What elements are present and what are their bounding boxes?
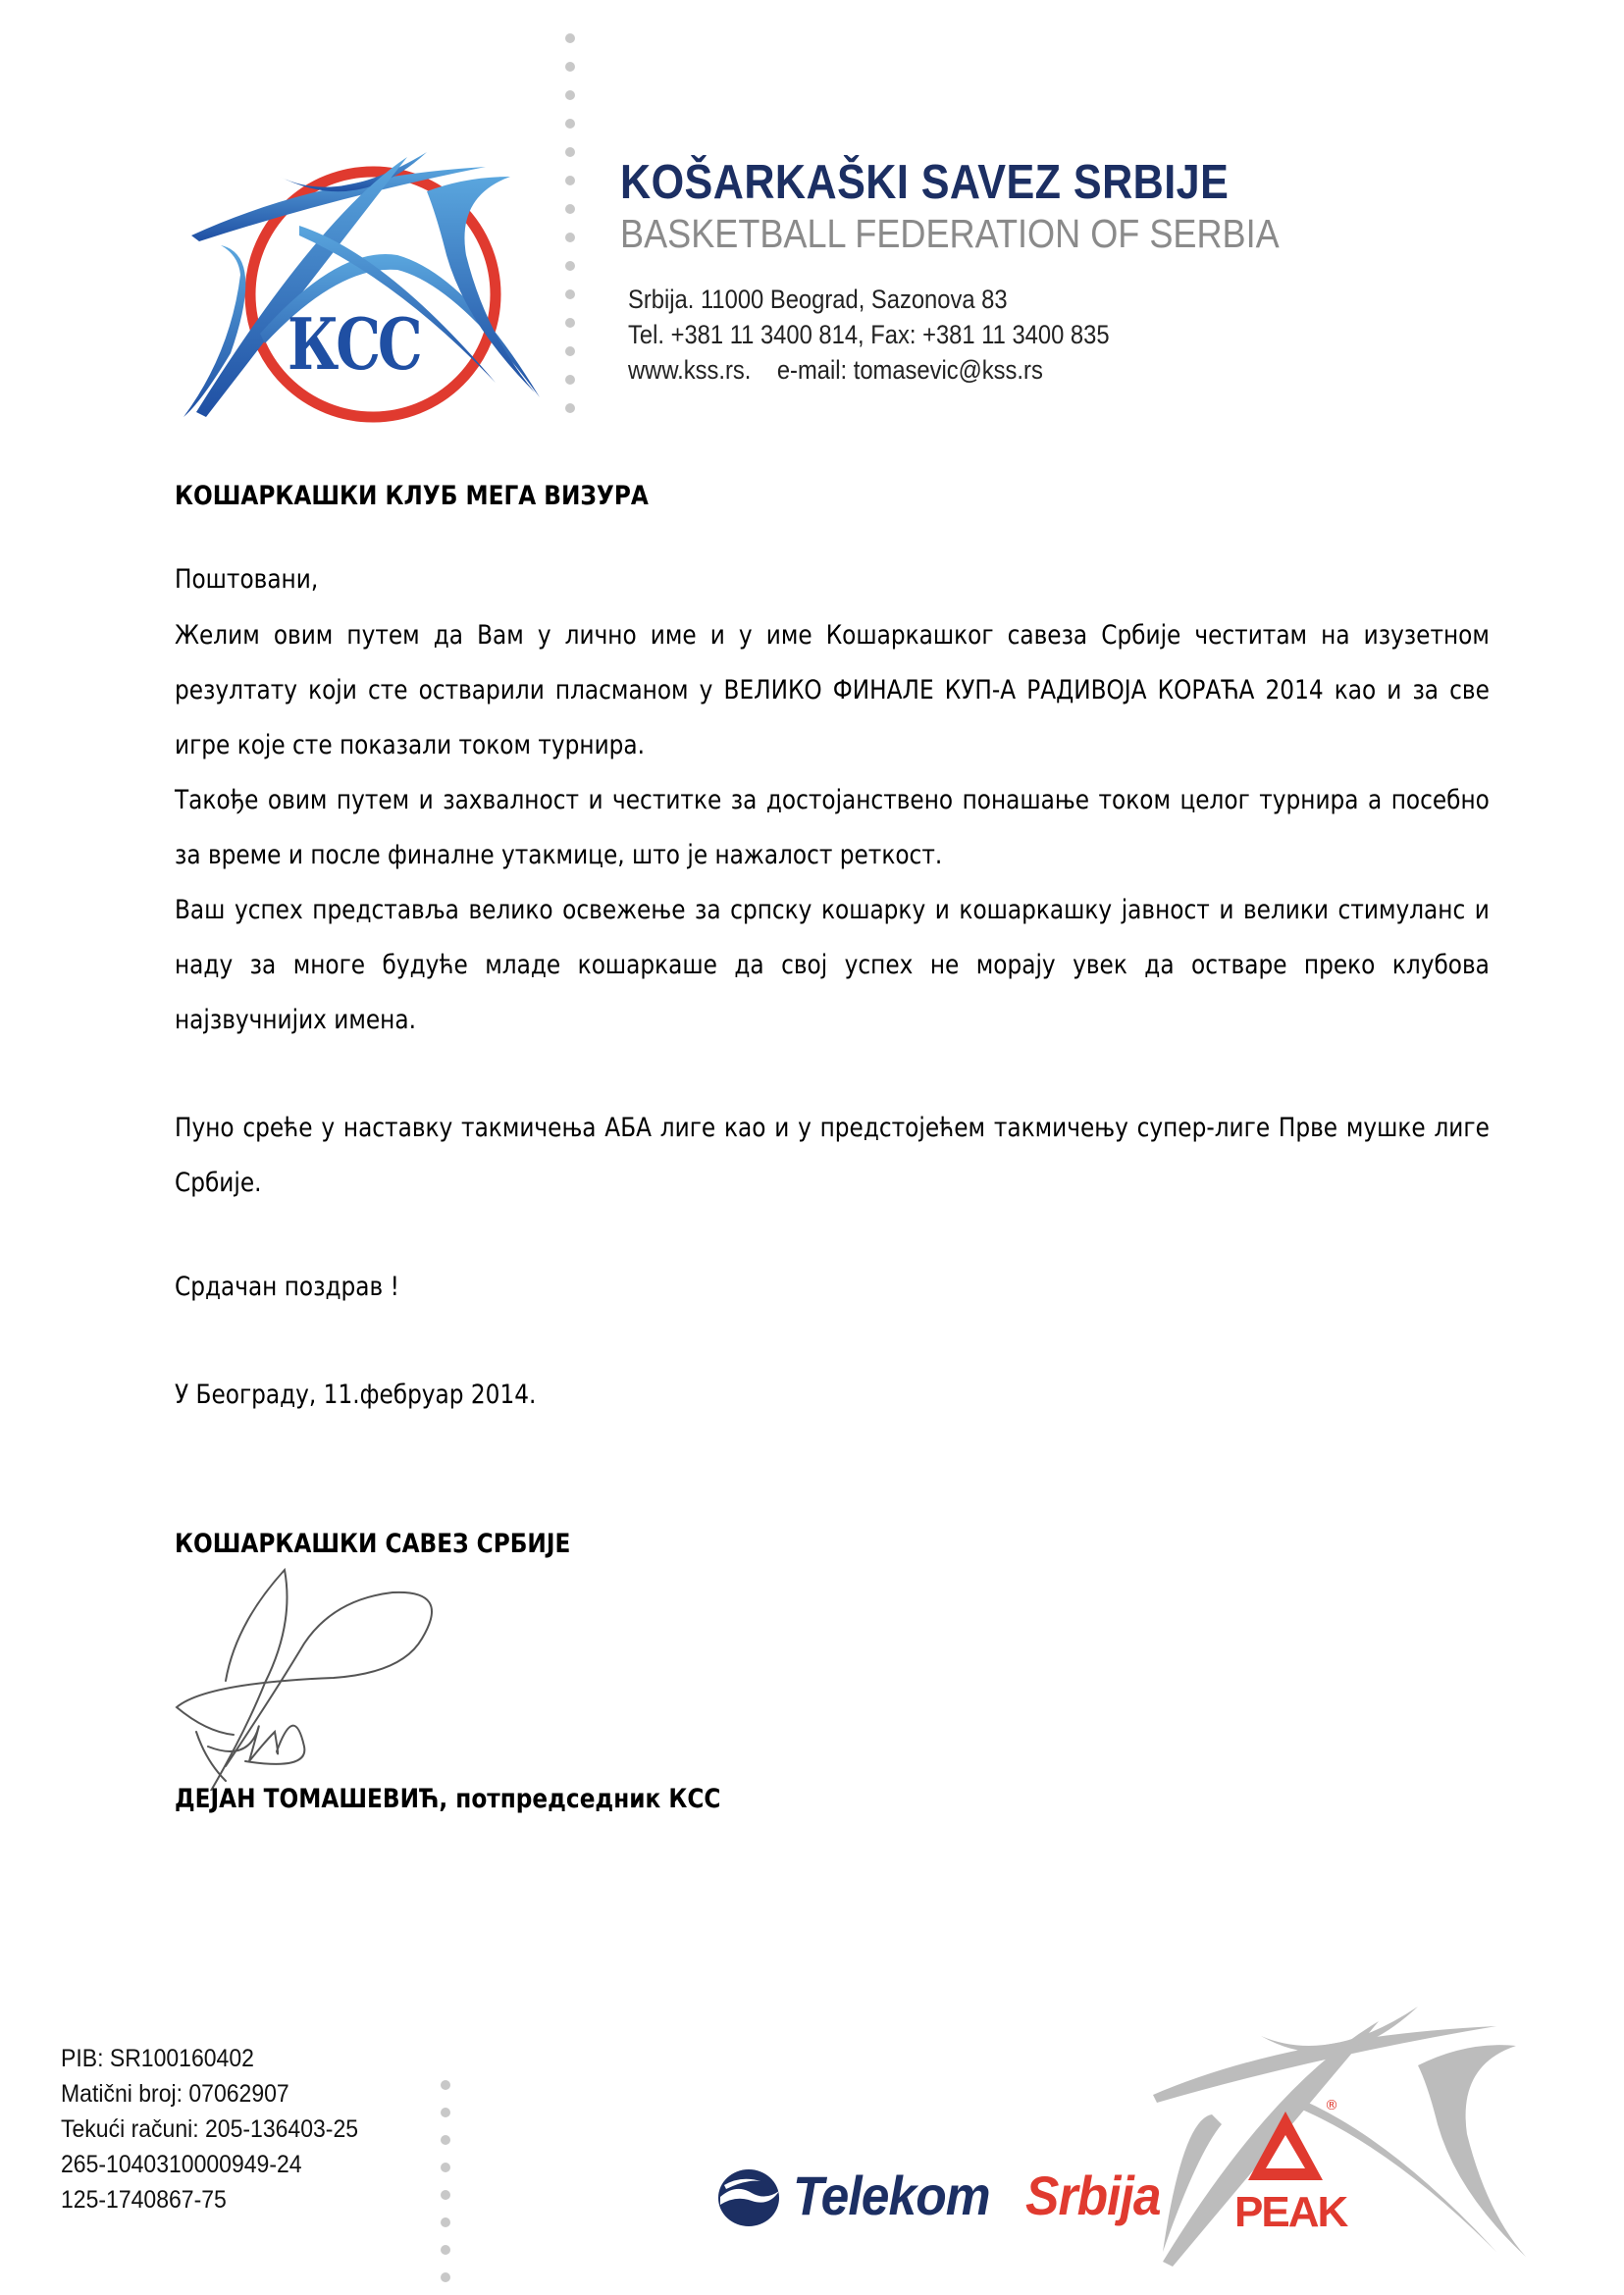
org-name-english: BASKETBALL FEDERATION OF SERBIA xyxy=(620,211,1280,256)
paragraph-1-text: Желим овим путем да Вам у лично име и у име Кошаркашког савеза Србије честитам на изузетном резултату који сте остварили пласманом у ВЕЛИКО ФИНАЛЕ КУП-А РАДИВОЈА КОРАЋА 2014 као и за све игре које сте показали током турнира. xyxy=(175,620,1490,760)
telekom-globe-icon xyxy=(716,2167,781,2228)
kss-logo-text: КСС xyxy=(288,302,420,386)
org-address: Srbija. 11000 Beograd, Sazonova 83 xyxy=(628,285,1008,314)
tax-id: PIB: SR100160402 xyxy=(61,2045,254,2072)
bank-account-1: Tekući računi: 205-136403-25 xyxy=(61,2115,359,2143)
peak-wordmark: PEAK xyxy=(1234,2188,1347,2236)
place-date: У Београду, 11.фебруар 2014. xyxy=(175,1380,537,1410)
paragraph-1 xyxy=(175,608,1490,773)
bank-account-2: 265-1040310000949-24 xyxy=(61,2151,302,2178)
paragraph-4-text: Пуно среће у наставку такмичења АБА лиге као и у предстојећем такмичењу супер-лиге Прве мушке лиге Србије. xyxy=(175,1113,1490,1198)
header-dot-divider xyxy=(564,33,576,413)
paragraph-3-text: Ваш успех представља велико освежење за српску кошарку и кошаркашку јавност и велики стимуланс и наду за многе будуће младе кошаркаше да свој успех не морају увек да остваре преко клубова најзвучнијих имена. xyxy=(175,895,1490,1035)
org-website-link[interactable]: www.kss.rs. xyxy=(628,355,752,385)
company-registration-info xyxy=(61,2041,358,2217)
paragraph-3 xyxy=(175,883,1490,1048)
signature-icon xyxy=(167,1565,520,1791)
signature-org: КОШАРКАШКИ САВЕЗ СРБИЈЕ xyxy=(175,1529,571,1559)
recipient-heading: КОШАРКАШКИ КЛУБ МЕГА ВИЗУРА xyxy=(175,481,649,511)
paragraph-4 xyxy=(175,1101,1490,1211)
srbija-word: Srbija xyxy=(1025,2165,1161,2226)
kss-emblem-icon xyxy=(172,137,554,432)
peak-logo xyxy=(1227,2098,1354,2267)
footer-dot-divider xyxy=(440,2080,451,2282)
org-contact-line xyxy=(628,355,1043,386)
peak-triangle-icon xyxy=(1246,2110,1325,2183)
signatory-name: ДЕЈАН ТОМАШЕВИЋ, потпредседник КСС xyxy=(175,1784,721,1814)
closing: Срдачан поздрав ! xyxy=(175,1272,399,1302)
org-name-latin: KOŠARKAŠKI SAVEZ SRBIJE xyxy=(620,156,1230,209)
org-phone-fax: Tel. +381 11 3400 814, Fax: +381 11 3400 835 xyxy=(628,320,1110,349)
salutation: Поштовани, xyxy=(175,564,319,595)
telekom-word: Telekom xyxy=(793,2165,990,2226)
bank-account-3: 125-1740867-75 xyxy=(61,2186,227,2214)
registration-number: Matični broj: 07062907 xyxy=(61,2080,289,2108)
paragraph-2-text: Такође овим путем и захвалност и честитке за достојанствено понашање током целог турнира а посебно за време и после финалне утакмице, што је нажалост реткост. xyxy=(175,785,1490,870)
kss-logo xyxy=(172,137,554,432)
paragraph-2 xyxy=(175,773,1490,883)
org-email-link[interactable]: e-mail: tomasevic@kss.rs xyxy=(776,355,1043,385)
peak-registered-mark: ® xyxy=(1325,2098,1338,2113)
